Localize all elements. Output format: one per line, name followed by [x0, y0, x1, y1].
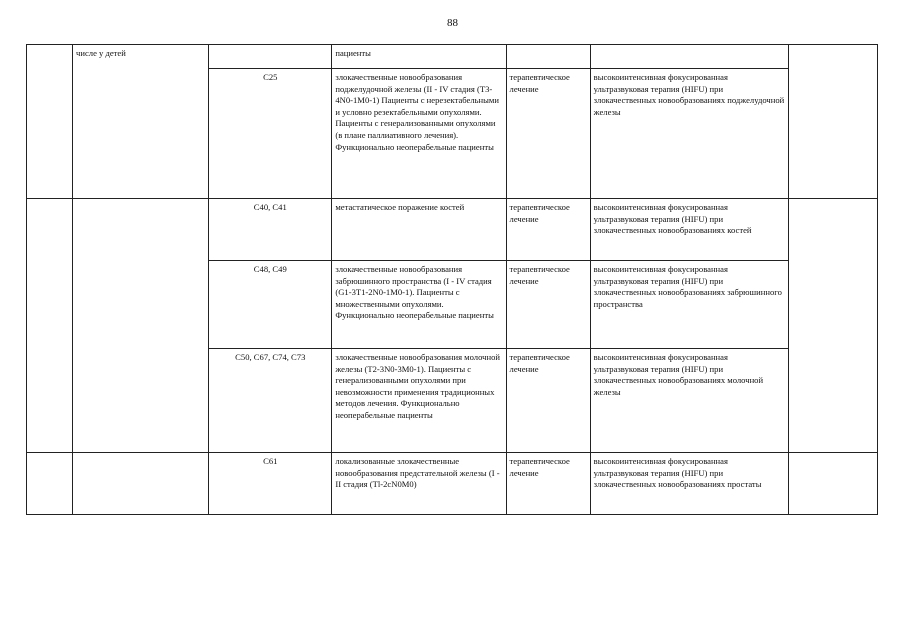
- table-cell-group: [73, 453, 209, 515]
- table-cell-treatment-type: терапевтическое лечение: [506, 69, 590, 199]
- table-cell-treatment-type: терапевтическое лечение: [506, 349, 590, 453]
- table-cell-empty: [27, 453, 73, 515]
- table-row: [27, 45, 878, 69]
- table-cell-treatment-type: терапевтическое лечение: [506, 199, 590, 261]
- table-cell-codes: C40, C41: [209, 199, 332, 261]
- table-cell-treatment-type: терапевтическое лечение: [506, 261, 590, 349]
- table-cell-model: метастатическое поражение костей: [332, 199, 506, 261]
- table-cell-empty: [27, 45, 73, 199]
- table-cell-empty: [788, 453, 877, 515]
- table-cell-treatment-type: терапевтическое лечение: [506, 453, 590, 515]
- page-number: 88: [447, 17, 458, 29]
- table-cell-codes: C48, C49: [209, 261, 332, 349]
- table-row: [27, 199, 878, 261]
- table-cell-model: злокачественные новообразования молочной железы (T2-3N0-3M0-1). Пациенты с генерализованными опухолями при невозможности применения традиционных методов лечения. Функционально неоперабельные пациенты: [332, 349, 506, 453]
- table-row: [27, 453, 878, 515]
- table-cell-empty: [788, 199, 877, 453]
- table-cell-model: пациенты: [332, 45, 506, 69]
- table-cell-codes: C61: [209, 453, 332, 515]
- table-cell-group: числе у детей: [73, 45, 209, 199]
- table-cell-method: высокоинтенсивная фокусированная ультразвуковая терапия (HIFU) при злокачественных новообразованиях молочной железы: [590, 349, 788, 453]
- table-cell-method: высокоинтенсивная фокусированная ультразвуковая терапия (HIFU) при злокачественных новообразованиях забрюшинного пространства: [590, 261, 788, 349]
- treatment-table: [26, 44, 878, 515]
- table-cell-method: высокоинтенсивная фокусированная ультразвуковая терапия (HIFU) при злокачественных новообразованиях простаты: [590, 453, 788, 515]
- table-cell-method: [590, 45, 788, 69]
- table-cell-method: высокоинтенсивная фокусированная ультразвуковая терапия (HIFU) при злокачественных новообразованиях поджелудочной железы: [590, 69, 788, 199]
- table-cell-codes: [209, 45, 332, 69]
- table-cell-model: локализованные злокачественные новообразования предстательной железы (I - II стадия (Tl-2cN0M0): [332, 453, 506, 515]
- table-cell-method: высокоинтенсивная фокусированная ультразвуковая терапия (HIFU) при злокачественных новообразованиях костей: [590, 199, 788, 261]
- table-cell-model: злокачественные новообразования забрюшинного пространства (I - IV стадия (G1-3T1-2N0-1M0-1). Пациенты с множественными опухолями. Функционально неоперабельные пациенты: [332, 261, 506, 349]
- table-cell-empty: [27, 199, 73, 453]
- table-cell-model: злокачественные новообразования поджелудочной железы (II - IV стадия (T3-4N0-1M0-1) Пациенты с нерезектабельными и условно резектабельными опухолями. Пациенты с генерализованными опухолями (в плане паллиативного лечения). Функционально неоперабельные пациенты: [332, 69, 506, 199]
- table-cell-treatment-type: [506, 45, 590, 69]
- table-cell-group: [73, 199, 209, 453]
- table-cell-codes: C25: [209, 69, 332, 199]
- table-cell-empty: [788, 45, 877, 199]
- table-cell-codes: C50, C67, C74, C73: [209, 349, 332, 453]
